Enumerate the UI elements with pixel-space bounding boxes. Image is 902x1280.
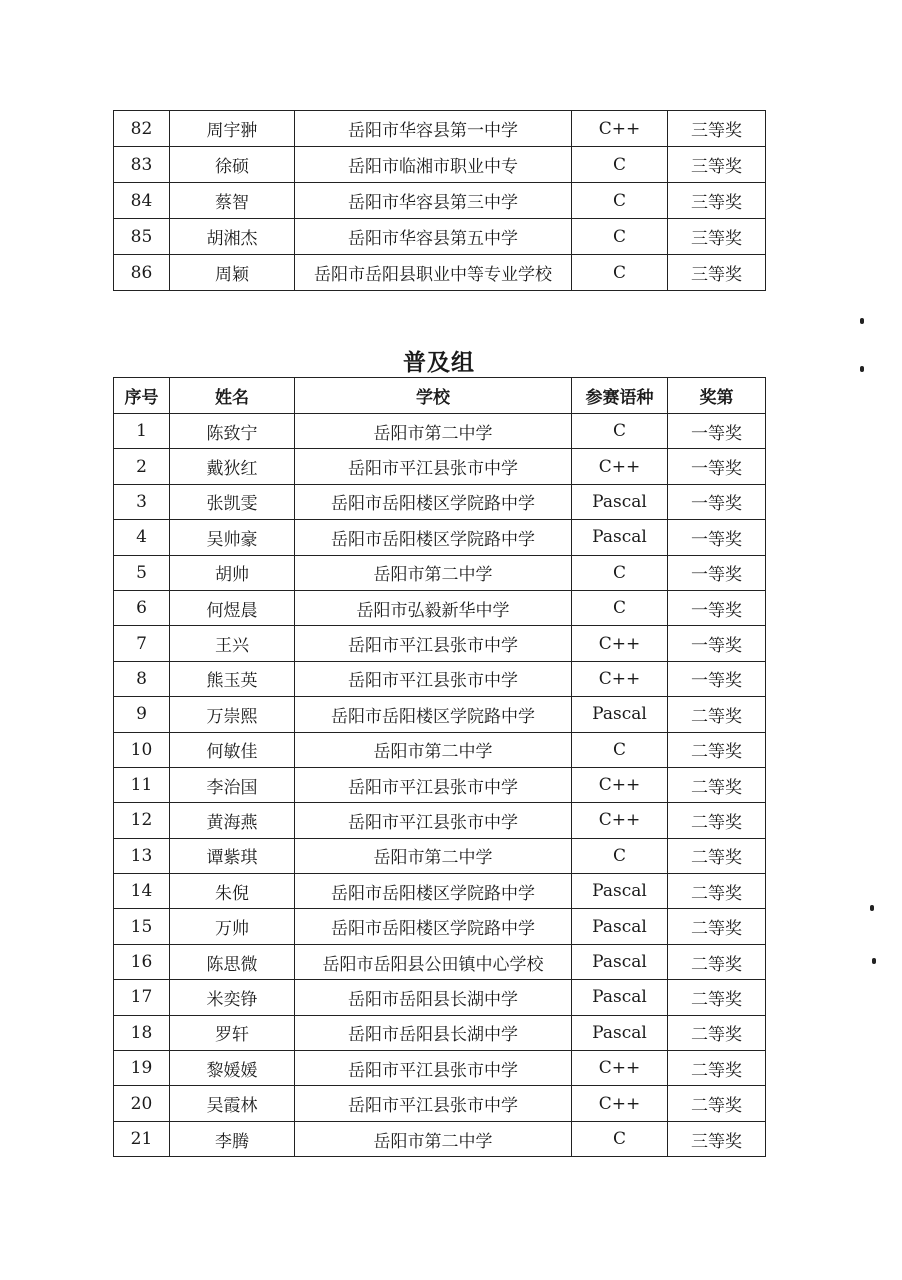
cell-award: 三等奖 — [668, 219, 766, 255]
cell-language: C — [572, 414, 668, 449]
cell-school: 岳阳市岳阳县职业中等专业学校 — [295, 255, 572, 291]
header-language: 参赛语种 — [572, 378, 668, 414]
cell-name: 周宇翀 — [170, 111, 295, 147]
cell-award: 二等奖 — [668, 909, 766, 944]
table-row — [114, 838, 766, 873]
cell-school: 岳阳市华容县第三中学 — [295, 183, 572, 219]
cell-award: 三等奖 — [668, 147, 766, 183]
cell-award: 一等奖 — [668, 520, 766, 555]
cell-name: 徐硕 — [170, 147, 295, 183]
cell-school: 岳阳市岳阳县长湖中学 — [295, 1015, 572, 1050]
cell-name: 吴帅豪 — [170, 520, 295, 555]
cell-school: 岳阳市第二中学 — [295, 838, 572, 873]
cell-no: 15 — [114, 909, 170, 944]
cell-award: 三等奖 — [668, 183, 766, 219]
table-row — [114, 219, 766, 255]
cell-award: 二等奖 — [668, 838, 766, 873]
cell-name: 胡帅 — [170, 555, 295, 590]
cell-award: 二等奖 — [668, 944, 766, 979]
cell-name: 周颖 — [170, 255, 295, 291]
cell-name: 陈致宁 — [170, 414, 295, 449]
cell-name: 陈思微 — [170, 944, 295, 979]
cell-language: C++ — [572, 803, 668, 838]
cell-name: 熊玉英 — [170, 661, 295, 696]
results-table-body — [114, 414, 766, 1157]
cell-language: Pascal — [572, 874, 668, 909]
cell-name: 李腾 — [170, 1121, 295, 1156]
cell-language: Pascal — [572, 944, 668, 979]
cell-no: 6 — [114, 590, 170, 625]
cell-language: Pascal — [572, 980, 668, 1015]
cell-award: 二等奖 — [668, 1051, 766, 1086]
cell-no: 85 — [114, 219, 170, 255]
cell-language: C++ — [572, 661, 668, 696]
cell-language: C — [572, 255, 668, 291]
cell-language: C — [572, 555, 668, 590]
results-table-popularization — [113, 377, 766, 1157]
cell-name: 王兴 — [170, 626, 295, 661]
cell-language: C — [572, 183, 668, 219]
cell-school: 岳阳市岳阳县长湖中学 — [295, 980, 572, 1015]
cell-award: 一等奖 — [668, 626, 766, 661]
table-row — [114, 414, 766, 449]
cell-no: 4 — [114, 520, 170, 555]
scan-speck — [860, 318, 864, 324]
cell-school: 岳阳市平江县张市中学 — [295, 767, 572, 802]
cell-award: 一等奖 — [668, 590, 766, 625]
table-header-row — [114, 378, 766, 414]
cell-language: Pascal — [572, 520, 668, 555]
cell-school: 岳阳市岳阳县公田镇中心学校 — [295, 944, 572, 979]
cell-school: 岳阳市第二中学 — [295, 732, 572, 767]
cell-award: 三等奖 — [668, 111, 766, 147]
cell-no: 13 — [114, 838, 170, 873]
table-row — [114, 944, 766, 979]
table-row — [114, 555, 766, 590]
table-row — [114, 449, 766, 484]
table-row — [114, 520, 766, 555]
section-title: 普及组 — [403, 349, 475, 376]
cell-school: 岳阳市弘毅新华中学 — [295, 590, 572, 625]
cell-no: 18 — [114, 1015, 170, 1050]
cell-school: 岳阳市岳阳楼区学院路中学 — [295, 520, 572, 555]
table-row — [114, 909, 766, 944]
cell-award: 一等奖 — [668, 555, 766, 590]
cell-school: 岳阳市华容县第五中学 — [295, 219, 572, 255]
cell-award: 一等奖 — [668, 449, 766, 484]
cell-school: 岳阳市岳阳楼区学院路中学 — [295, 697, 572, 732]
cell-no: 5 — [114, 555, 170, 590]
cell-no: 2 — [114, 449, 170, 484]
table-row — [114, 803, 766, 838]
table-row — [114, 484, 766, 519]
cell-school: 岳阳市第二中学 — [295, 414, 572, 449]
cell-no: 9 — [114, 697, 170, 732]
cell-award: 三等奖 — [668, 1121, 766, 1156]
cell-language: C — [572, 838, 668, 873]
cell-no: 16 — [114, 944, 170, 979]
cell-name: 谭紫琪 — [170, 838, 295, 873]
table-row — [114, 626, 766, 661]
cell-name: 胡湘杰 — [170, 219, 295, 255]
table-row — [114, 590, 766, 625]
cell-name: 朱倪 — [170, 874, 295, 909]
cell-no: 12 — [114, 803, 170, 838]
header-award: 奖第 — [668, 378, 766, 414]
cell-award: 二等奖 — [668, 803, 766, 838]
cell-name: 张凯雯 — [170, 484, 295, 519]
cell-award: 二等奖 — [668, 1015, 766, 1050]
cell-name: 何敏佳 — [170, 732, 295, 767]
cell-language: C++ — [572, 626, 668, 661]
table-row — [114, 874, 766, 909]
table-row — [114, 183, 766, 219]
cell-language: C++ — [572, 767, 668, 802]
cell-school: 岳阳市岳阳楼区学院路中学 — [295, 909, 572, 944]
cell-award: 二等奖 — [668, 732, 766, 767]
cell-name: 万帅 — [170, 909, 295, 944]
cell-no: 20 — [114, 1086, 170, 1121]
cell-name: 蔡智 — [170, 183, 295, 219]
cell-no: 7 — [114, 626, 170, 661]
scan-speck — [872, 958, 876, 964]
cell-no: 14 — [114, 874, 170, 909]
cell-name: 米奕铮 — [170, 980, 295, 1015]
cell-language: C — [572, 1121, 668, 1156]
cell-school: 岳阳市平江县张市中学 — [295, 449, 572, 484]
cell-language: C++ — [572, 449, 668, 484]
table-row — [114, 767, 766, 802]
cell-language: C++ — [572, 1086, 668, 1121]
scan-speck — [860, 366, 864, 372]
cell-school: 岳阳市岳阳楼区学院路中学 — [295, 874, 572, 909]
cell-no: 3 — [114, 484, 170, 519]
header-name: 姓名 — [170, 378, 295, 414]
cell-award: 二等奖 — [668, 767, 766, 802]
cell-school: 岳阳市第二中学 — [295, 1121, 572, 1156]
cell-name: 万崇熙 — [170, 697, 295, 732]
results-table-continued — [113, 110, 766, 291]
cell-no: 11 — [114, 767, 170, 802]
cell-award: 一等奖 — [668, 661, 766, 696]
cell-award: 二等奖 — [668, 1086, 766, 1121]
header-school: 学校 — [295, 378, 572, 414]
header-no: 序号 — [114, 378, 170, 414]
cell-award: 二等奖 — [668, 697, 766, 732]
cell-award: 二等奖 — [668, 980, 766, 1015]
cell-no: 17 — [114, 980, 170, 1015]
cell-school: 岳阳市平江县张市中学 — [295, 626, 572, 661]
cell-school: 岳阳市平江县张市中学 — [295, 661, 572, 696]
cell-no: 86 — [114, 255, 170, 291]
cell-name: 吴霞林 — [170, 1086, 295, 1121]
table-row — [114, 661, 766, 696]
cell-no: 82 — [114, 111, 170, 147]
cell-award: 二等奖 — [668, 874, 766, 909]
cell-name: 罗轩 — [170, 1015, 295, 1050]
table-row — [114, 980, 766, 1015]
cell-name: 李治国 — [170, 767, 295, 802]
cell-language: C — [572, 732, 668, 767]
table-row — [114, 1121, 766, 1156]
cell-language: Pascal — [572, 484, 668, 519]
table-row — [114, 697, 766, 732]
cell-school: 岳阳市平江县张市中学 — [295, 1051, 572, 1086]
cell-school: 岳阳市平江县张市中学 — [295, 1086, 572, 1121]
table-row — [114, 732, 766, 767]
cell-name: 戴狄红 — [170, 449, 295, 484]
table-row — [114, 147, 766, 183]
cell-no: 84 — [114, 183, 170, 219]
cell-school: 岳阳市临湘市职业中专 — [295, 147, 572, 183]
cell-language: Pascal — [572, 909, 668, 944]
cell-school: 岳阳市岳阳楼区学院路中学 — [295, 484, 572, 519]
cell-name: 黎媛媛 — [170, 1051, 295, 1086]
cell-award: 一等奖 — [668, 414, 766, 449]
cell-no: 1 — [114, 414, 170, 449]
table-row — [114, 111, 766, 147]
table-row — [114, 1051, 766, 1086]
cell-name: 黄海燕 — [170, 803, 295, 838]
table-row — [114, 1086, 766, 1121]
cell-name: 何煜晨 — [170, 590, 295, 625]
cell-language: Pascal — [572, 1015, 668, 1050]
cell-no: 21 — [114, 1121, 170, 1156]
cell-language: C — [572, 219, 668, 255]
cell-award: 三等奖 — [668, 255, 766, 291]
cell-no: 19 — [114, 1051, 170, 1086]
scan-speck — [870, 905, 874, 911]
cell-no: 83 — [114, 147, 170, 183]
cell-language: C++ — [572, 111, 668, 147]
cell-language: Pascal — [572, 697, 668, 732]
cell-award: 一等奖 — [668, 484, 766, 519]
cell-language: C++ — [572, 1051, 668, 1086]
table-row — [114, 255, 766, 291]
results-table-body — [114, 111, 766, 291]
cell-no: 8 — [114, 661, 170, 696]
table-row — [114, 1015, 766, 1050]
cell-school: 岳阳市华容县第一中学 — [295, 111, 572, 147]
cell-language: C — [572, 590, 668, 625]
cell-school: 岳阳市平江县张市中学 — [295, 803, 572, 838]
cell-no: 10 — [114, 732, 170, 767]
cell-school: 岳阳市第二中学 — [295, 555, 572, 590]
cell-language: C — [572, 147, 668, 183]
